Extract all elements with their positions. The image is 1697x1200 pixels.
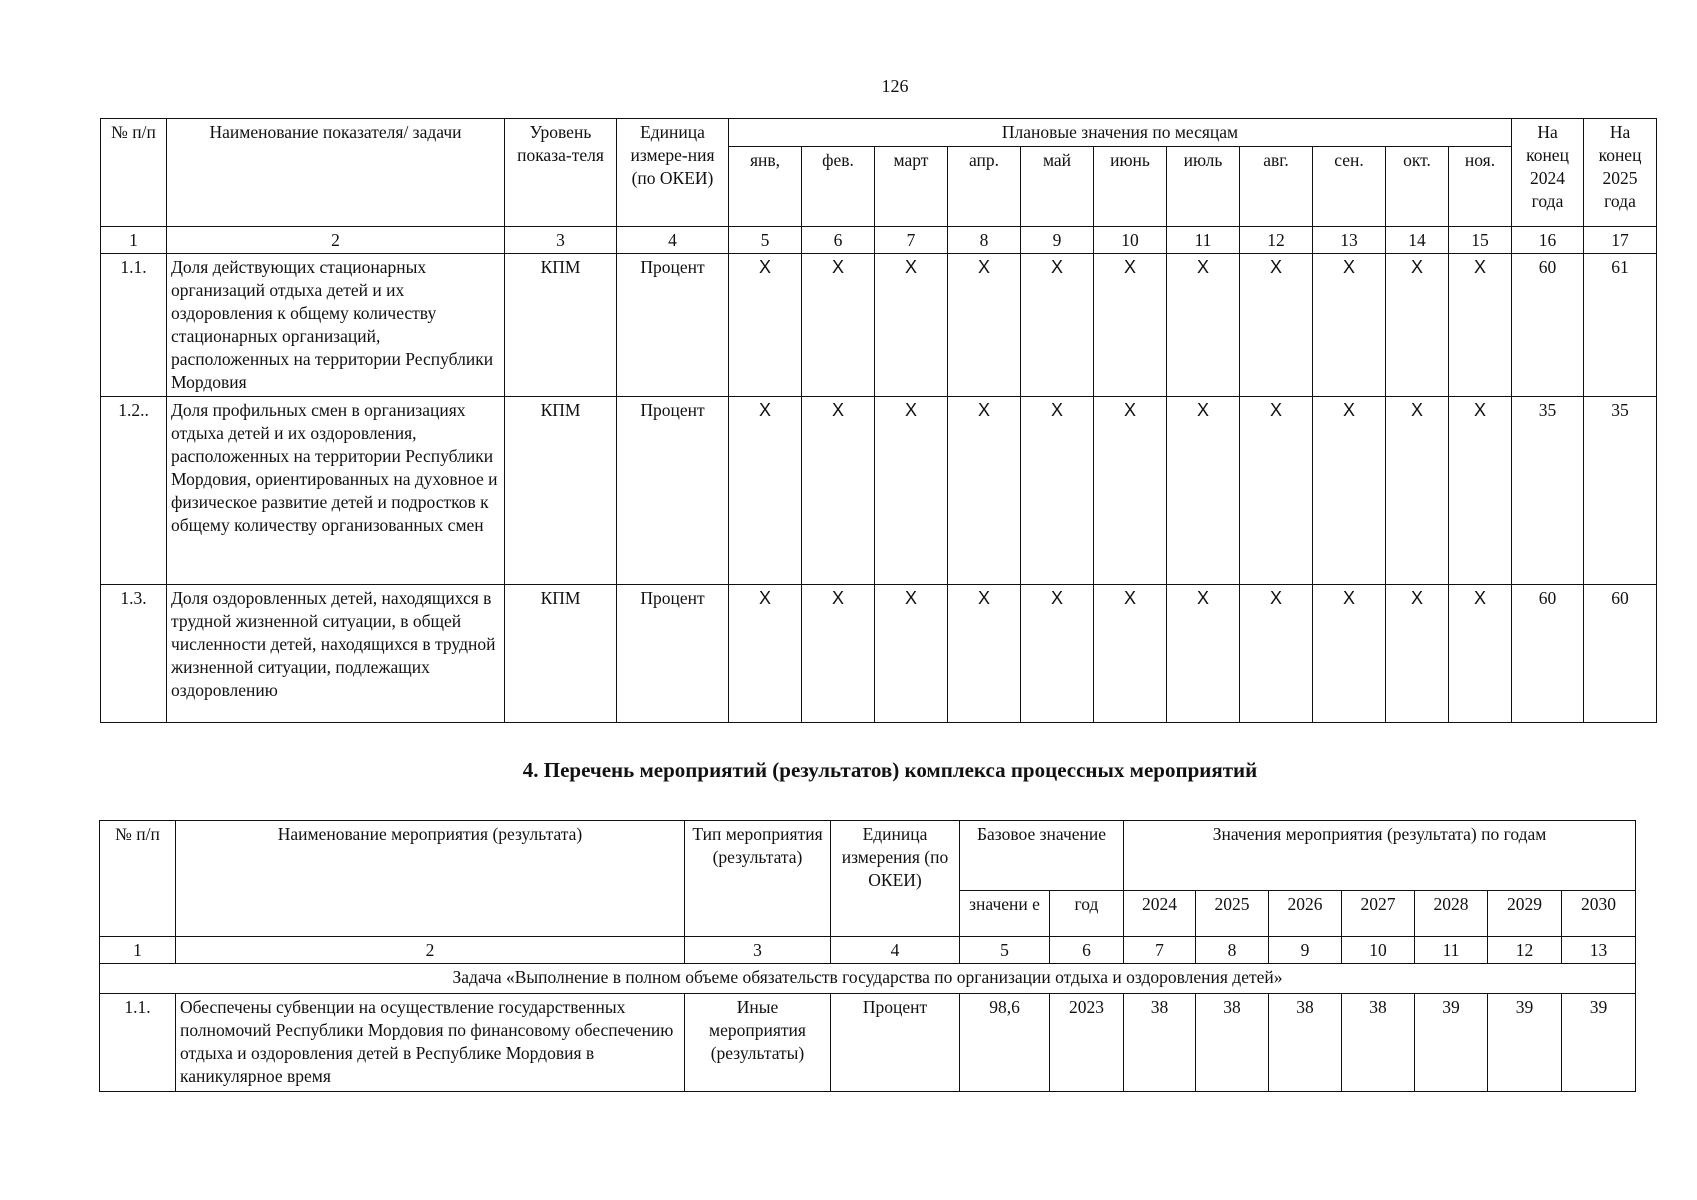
row-unit: Процент	[617, 397, 729, 585]
row-num: 1.1.	[101, 254, 167, 397]
index-cell: 11	[1167, 227, 1240, 254]
month-value: Х	[729, 397, 802, 585]
value-2024: 60	[1512, 254, 1584, 397]
year-value: 38	[1342, 994, 1415, 1092]
index-cell: 13	[1313, 227, 1386, 254]
index-cell: 12	[1240, 227, 1313, 254]
month-header: июль	[1167, 147, 1240, 227]
index-cell: 12	[1488, 937, 1562, 964]
header-num: № п/п	[101, 119, 167, 227]
index-cell: 6	[802, 227, 875, 254]
table-row	[101, 254, 1657, 397]
row-name: Обеспечены субвенции на осуществление государственных полномочий Республики Мордовия по финансовому обеспечению отдыха и оздоровления детей в Республике Мордовия в каникулярное время	[176, 994, 685, 1092]
month-value: Х	[1021, 585, 1094, 723]
month-value: Х	[1167, 397, 1240, 585]
index-row	[101, 227, 1657, 254]
index-cell: 4	[617, 227, 729, 254]
table-row	[100, 994, 1636, 1092]
month-value: Х	[1386, 254, 1449, 397]
year-header: 2030	[1562, 891, 1636, 937]
month-value: Х	[875, 254, 948, 397]
year-header: 2029	[1488, 891, 1562, 937]
activities-table	[99, 820, 1636, 1092]
month-value: Х	[1313, 254, 1386, 397]
header-base-value: значени е	[960, 891, 1050, 937]
header-type: Тип мероприятия (результата)	[685, 821, 831, 937]
index-cell: 16	[1512, 227, 1584, 254]
month-header: окт.	[1386, 147, 1449, 227]
month-value: Х	[1094, 254, 1167, 397]
index-cell: 10	[1342, 937, 1415, 964]
indicators-table	[100, 118, 1657, 723]
table-row	[101, 585, 1657, 723]
row-unit: Процент	[617, 254, 729, 397]
index-cell: 13	[1562, 937, 1636, 964]
month-value: Х	[1167, 585, 1240, 723]
index-cell: 5	[729, 227, 802, 254]
row-level: КПМ	[505, 585, 617, 723]
row-unit: Процент	[831, 994, 960, 1092]
month-header: март	[875, 147, 948, 227]
month-value: Х	[1240, 397, 1313, 585]
month-value: Х	[729, 254, 802, 397]
row-type: Иные мероприятия (результаты)	[685, 994, 831, 1092]
month-header: июнь	[1094, 147, 1167, 227]
month-value: Х	[1386, 397, 1449, 585]
month-value: Х	[1094, 397, 1167, 585]
index-cell: 2	[176, 937, 685, 964]
row-base-value: 98,6	[960, 994, 1050, 1092]
header-name: Наименование показателя/ задачи	[167, 119, 505, 227]
year-value: 39	[1488, 994, 1562, 1092]
month-value: Х	[729, 585, 802, 723]
task-row	[100, 964, 1636, 994]
row-name: Доля оздоровленных детей, находящихся в трудной жизненной ситуации, в общей численности детей, находящихся в трудной жизненной ситуации, подлежащих оздоровлению	[167, 585, 505, 723]
header-num: № п/п	[100, 821, 176, 937]
month-value: Х	[802, 254, 875, 397]
row-unit: Процент	[617, 585, 729, 723]
header-end-2025: На конец 2025 года	[1584, 119, 1657, 227]
index-cell: 9	[1021, 227, 1094, 254]
month-value: Х	[802, 397, 875, 585]
month-value: Х	[875, 585, 948, 723]
month-value: Х	[1449, 585, 1512, 723]
index-cell: 9	[1269, 937, 1342, 964]
index-cell: 6	[1050, 937, 1124, 964]
month-value: Х	[1021, 397, 1094, 585]
header-plan-by-month: Плановые значения по месяцам	[729, 119, 1512, 147]
month-value: Х	[1240, 254, 1313, 397]
month-header: фев.	[802, 147, 875, 227]
row-num: 1.1.	[100, 994, 176, 1092]
month-value: Х	[948, 254, 1021, 397]
header-name: Наименование мероприятия (результата)	[176, 821, 685, 937]
year-header: 2025	[1196, 891, 1269, 937]
index-cell: 15	[1449, 227, 1512, 254]
row-level: КПМ	[505, 397, 617, 585]
index-cell: 1	[101, 227, 167, 254]
value-2025: 60	[1584, 585, 1657, 723]
year-value: 39	[1562, 994, 1636, 1092]
header-values-by-year: Значения мероприятия (результата) по годам	[1124, 821, 1636, 891]
row-level: КПМ	[505, 254, 617, 397]
month-value: Х	[1449, 254, 1512, 397]
month-value: Х	[1094, 585, 1167, 723]
month-value: Х	[1021, 254, 1094, 397]
month-value: Х	[1313, 397, 1386, 585]
month-value: Х	[1386, 585, 1449, 723]
index-cell: 3	[505, 227, 617, 254]
header-end-2024: На конец 2024 года	[1512, 119, 1584, 227]
year-value: 38	[1269, 994, 1342, 1092]
index-cell: 10	[1094, 227, 1167, 254]
value-2024: 35	[1512, 397, 1584, 585]
month-value: Х	[948, 585, 1021, 723]
table-row	[101, 397, 1657, 585]
value-2025: 35	[1584, 397, 1657, 585]
month-value: Х	[802, 585, 875, 723]
value-2024: 60	[1512, 585, 1584, 723]
section-heading: 4. Перечень мероприятий (результатов) комплекса процессных мероприятий	[522, 758, 1258, 782]
row-num: 1.2..	[101, 397, 167, 585]
month-value: Х	[1313, 585, 1386, 723]
index-cell: 11	[1415, 937, 1488, 964]
index-cell: 7	[1124, 937, 1196, 964]
value-2025: 61	[1584, 254, 1657, 397]
header-unit: Единица измерения (по ОКЕИ)	[831, 821, 960, 937]
row-name: Доля профильных смен в организациях отдыха детей и их оздоровления, расположенных на территории Республики Мордовия, ориентированных на духовное и физическое развитие детей и подростков к общему количеству организованных смен	[167, 397, 505, 585]
row-name: Доля действующих стационарных организаций отдыха детей и их оздоровления к общему количеству стационарных организаций, расположенных на территории Республики Мордовия	[167, 254, 505, 397]
row-num: 1.3.	[101, 585, 167, 723]
index-cell: 3	[685, 937, 831, 964]
header-level: Уровень показа-теля	[505, 119, 617, 227]
index-cell: 1	[100, 937, 176, 964]
year-value: 38	[1196, 994, 1269, 1092]
header-unit: Единица измере-ния (по ОКЕИ)	[617, 119, 729, 227]
index-cell: 5	[960, 937, 1050, 964]
year-header: 2027	[1342, 891, 1415, 937]
month-value: Х	[1449, 397, 1512, 585]
index-cell: 17	[1584, 227, 1657, 254]
index-cell: 8	[948, 227, 1021, 254]
index-cell: 4	[831, 937, 960, 964]
index-cell: 14	[1386, 227, 1449, 254]
month-header: май	[1021, 147, 1094, 227]
row-base-year: 2023	[1050, 994, 1124, 1092]
month-header: апр.	[948, 147, 1021, 227]
page-number: 126	[881, 76, 909, 96]
header-base-year: год	[1050, 891, 1124, 937]
index-cell: 8	[1196, 937, 1269, 964]
year-value: 38	[1124, 994, 1196, 1092]
month-header: ноя.	[1449, 147, 1512, 227]
month-value: Х	[875, 397, 948, 585]
month-value: Х	[948, 397, 1021, 585]
month-value: Х	[1240, 585, 1313, 723]
month-header: янв,	[729, 147, 802, 227]
month-value: Х	[1167, 254, 1240, 397]
year-value: 39	[1415, 994, 1488, 1092]
year-header: 2026	[1269, 891, 1342, 937]
year-header: 2028	[1415, 891, 1488, 937]
header-base: Базовое значение	[960, 821, 1124, 891]
year-header: 2024	[1124, 891, 1196, 937]
index-row	[100, 937, 1636, 964]
month-header: авг.	[1240, 147, 1313, 227]
month-header: сен.	[1313, 147, 1386, 227]
task-title: Задача «Выполнение в полном объеме обязательств государства по организации отдыха и оздоровления детей»	[100, 964, 1636, 994]
index-cell: 7	[875, 227, 948, 254]
index-cell: 2	[167, 227, 505, 254]
